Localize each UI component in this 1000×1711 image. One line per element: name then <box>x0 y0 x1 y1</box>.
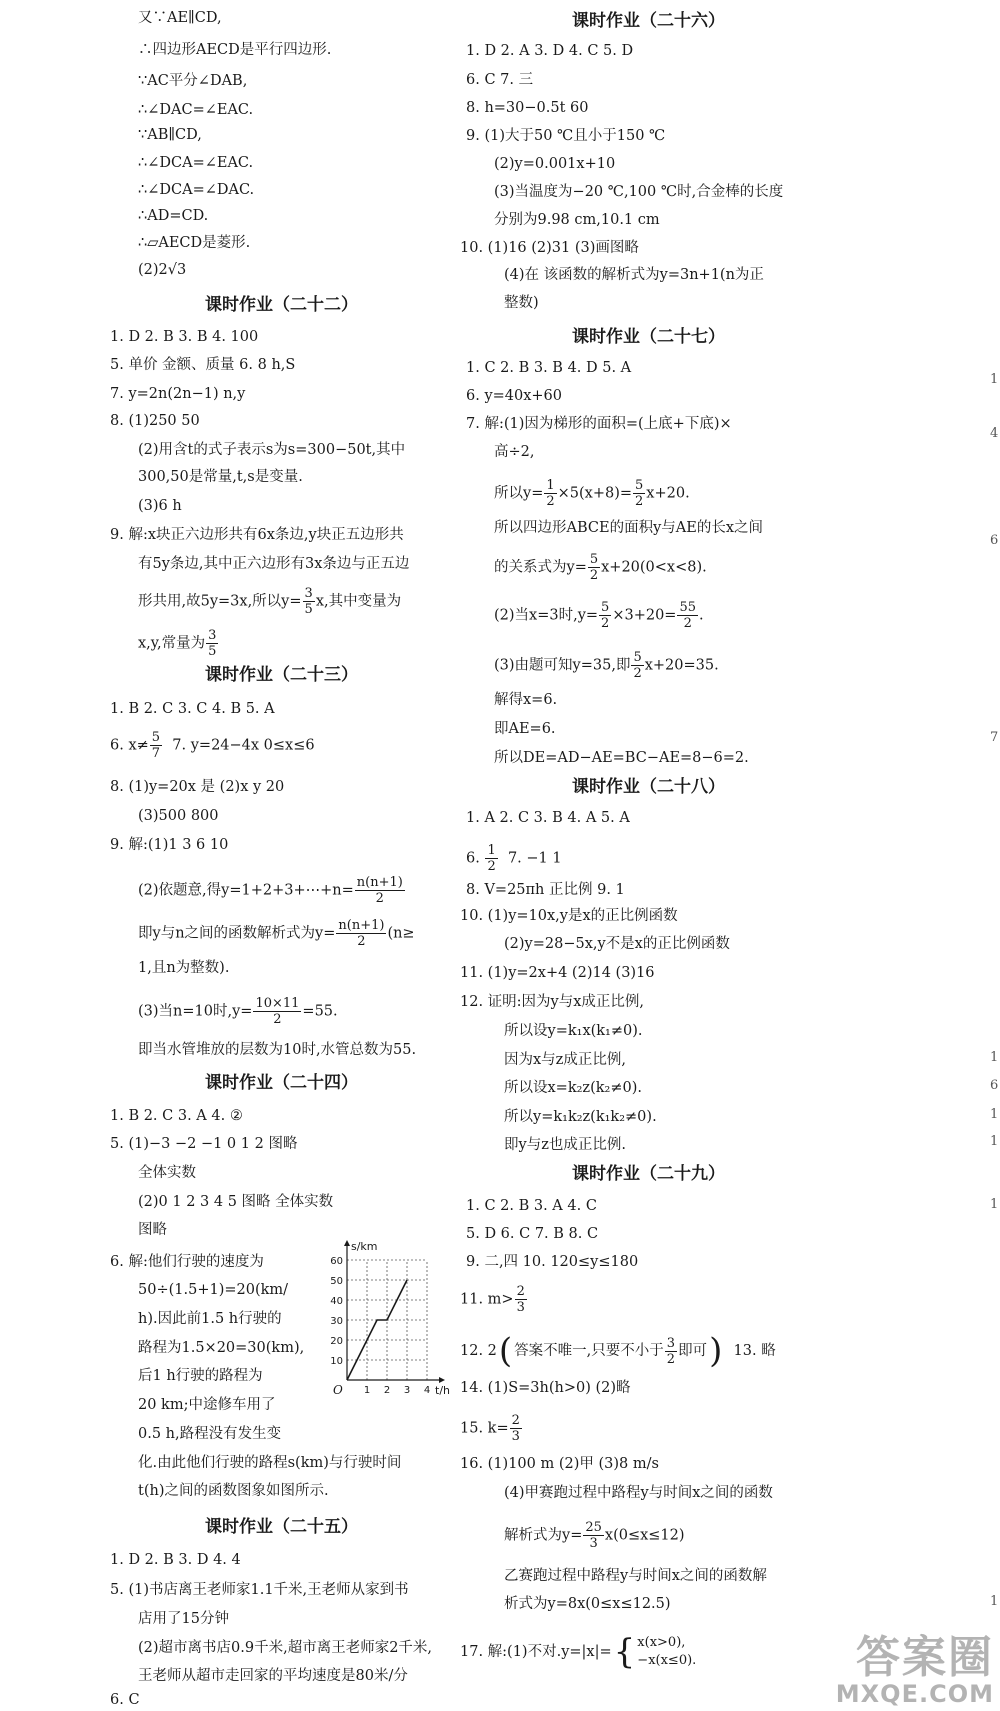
text-span: x(0≤x≤12) <box>604 1527 685 1544</box>
case-line: −x(x≤0). <box>637 1653 697 1668</box>
text-span: 7. y=24−4x 0≤x≤6 <box>172 737 315 754</box>
text-line: 8. (1)y=20x 是 (2)x y 20 <box>110 779 285 795</box>
numerator: 5 <box>633 650 642 665</box>
text-line: 8. V=25πh 正比例 9. 1 <box>466 882 625 898</box>
section-heading: 课时作业（二十二） <box>205 295 358 315</box>
fraction <box>665 1336 677 1367</box>
text-line: 12. 证明:因为y与x成正比例, <box>460 994 645 1010</box>
text-line: 因为x与z成正比例, <box>504 1052 626 1068</box>
denominator: 5 <box>304 602 313 617</box>
text-line: 10. (1)y=10x,y是x的正比例函数 <box>460 908 678 924</box>
numerator: 10×11 <box>255 996 300 1011</box>
numerator: 55 <box>679 600 696 615</box>
y-tick-label: 20 <box>330 1336 343 1347</box>
text-line: (2)0 1 2 3 4 5 图略 全体实数 <box>138 1194 334 1210</box>
text-span: 6. x≠ <box>110 737 149 754</box>
section-heading: 课时作业（二十七） <box>572 327 725 347</box>
y-tick-label: 60 <box>330 1256 343 1267</box>
numerator: 3 <box>208 628 217 643</box>
margin-mark: 1 <box>990 1134 999 1149</box>
graph-axes <box>344 1240 445 1383</box>
y-tick-label: 30 <box>330 1316 343 1327</box>
denominator: 3 <box>589 1536 598 1551</box>
fraction <box>485 843 497 874</box>
section-heading: 课时作业（二十九） <box>572 1164 725 1184</box>
text-line: 所以设y=k₁x(k₁≠0). <box>504 1023 643 1039</box>
fraction <box>599 600 611 631</box>
text-line: ∵AC平分∠DAB, <box>138 73 248 89</box>
text-line <box>138 586 401 617</box>
text-line: 0.5 h,路程没有发生变 <box>138 1426 282 1442</box>
denominator: 5 <box>208 644 217 659</box>
numerator: n(n+1) <box>356 875 403 890</box>
text-line: 所以DE=AD−AE=BC−AE=8−6=2. <box>494 750 749 766</box>
text-line: ∴四边形AECD是平行四边形. <box>138 42 332 58</box>
text-span: (3)当n=10时,y= <box>138 1003 253 1020</box>
denominator: 2 <box>375 891 384 906</box>
text-span: 解析式为y= <box>504 1527 583 1544</box>
text-line: 王老师从超市走回家的平均速度是80米/分 <box>138 1668 408 1684</box>
graph-series <box>347 1280 407 1380</box>
left-column <box>0 0 460 1711</box>
denominator: 3 <box>511 1429 520 1444</box>
text-line: (2)y=28−5x,y不是x的正比例函数 <box>504 936 730 952</box>
numerator: 2 <box>511 1413 520 1428</box>
text-line <box>460 1331 776 1371</box>
text-span: . <box>699 607 704 624</box>
text-line: 高÷2, <box>494 444 535 460</box>
text-line: 20 km;中途修车用了 <box>138 1397 276 1413</box>
text-line: (3)6 h <box>138 498 182 514</box>
numerator: 5 <box>635 478 644 493</box>
text-line: 6. C 7. 三 <box>466 72 534 88</box>
text-line <box>494 552 707 583</box>
distance-time-graph <box>325 1240 455 1410</box>
text-line: 全体实数 <box>138 1165 196 1181</box>
text-line: 9. 解:(1)1 3 6 10 <box>110 837 229 853</box>
text-span: x+20=35. <box>644 657 719 674</box>
text-line <box>460 1634 696 1670</box>
text-line: 7. y=2n(2n−1) n,y <box>110 386 246 402</box>
text-line: 6. C <box>110 1692 140 1708</box>
left-paren: ( <box>498 1331 513 1371</box>
text-span: 11. m> <box>460 1291 514 1308</box>
text-span: 15. k= <box>460 1420 509 1437</box>
text-line: ∴∠DCA=∠EAC. <box>138 155 254 171</box>
margin-mark: 1 <box>990 1197 999 1212</box>
y-tick-label: 10 <box>330 1356 343 1367</box>
y-tick-label: 40 <box>330 1296 343 1307</box>
text-line: 50÷(1.5+1)=20(km/ <box>138 1282 289 1298</box>
section-heading: 课时作业（二十六） <box>572 11 725 31</box>
text-line: h).因此前1.5 h行驶的 <box>138 1311 282 1327</box>
numerator: 1 <box>487 843 496 858</box>
text-line: 10. (1)16 (2)31 (3)画图略 <box>460 240 639 256</box>
x-tick-label: 4 <box>423 1385 431 1396</box>
fraction <box>206 628 218 659</box>
text-line: (2)超市离书店0.9千米,超市离王老师家2千米, <box>138 1640 433 1656</box>
text-line: 又∵AE∥CD, <box>138 10 222 26</box>
denominator: 2 <box>273 1012 282 1027</box>
text-line: 即当水管堆放的层数为10时,水管总数为55. <box>138 1042 417 1058</box>
numerator: 5 <box>601 600 610 615</box>
text-line: 1. D 2. B 3. B 4. 100 <box>110 329 259 345</box>
text-line: 6. 解:他们行驶的速度为 <box>110 1254 264 1270</box>
text-line <box>460 1413 523 1444</box>
text-line: 5. D 6. C 7. B 8. C <box>466 1226 599 1242</box>
margin-mark: 4 <box>990 426 999 441</box>
text-line: (2)2√3 <box>138 262 187 278</box>
x-axis-arrow <box>439 1377 445 1383</box>
text-line: t(h)之间的函数图象如图所示. <box>138 1483 329 1499</box>
fraction <box>150 730 162 761</box>
text-line: 1,且n为整数). <box>138 960 230 976</box>
watermark-logo <box>835 1632 994 1708</box>
text-line: 所以设x=k₂z(k₂≠0). <box>504 1080 642 1096</box>
numerator: 3 <box>666 1335 676 1351</box>
text-span: 即y与n之间的函数解析式为y= <box>138 925 336 942</box>
text-span: x,y,常量为 <box>138 635 206 652</box>
text-line: 整数) <box>504 295 539 311</box>
text-line: ∴∠DCA=∠DAC. <box>138 182 255 198</box>
text-span: 7. −1 1 <box>507 850 562 867</box>
text-line: 5. (1)−3 −2 −1 0 1 2 图略 <box>110 1136 298 1152</box>
fraction <box>544 478 556 509</box>
text-line: 化.由此他们行驶的路程s(km)与行驶时间 <box>138 1455 402 1471</box>
denominator: 2 <box>633 666 642 681</box>
fraction <box>631 650 643 681</box>
text-line: 8. (1)250 50 <box>110 413 200 429</box>
section-heading: 课时作业（二十三） <box>205 665 358 685</box>
text-line: 9. (1)大于50 ℃且小于150 ℃ <box>466 128 666 144</box>
fraction <box>633 478 645 509</box>
section-heading: 课时作业（二十四） <box>205 1073 358 1093</box>
text-line: 分别为9.98 cm,10.1 cm <box>494 212 660 228</box>
margin-mark: 1 <box>990 1594 999 1609</box>
fraction <box>588 552 600 583</box>
text-line: 1. C 2. B 3. A 4. C <box>466 1198 597 1214</box>
text-span: 答案不唯一,只要不小于 <box>514 1343 664 1359</box>
piecewise-cases <box>637 1634 696 1670</box>
text-line <box>494 650 719 681</box>
fraction <box>253 996 301 1027</box>
text-span: =55. <box>302 1003 338 1020</box>
watermark-url: MXQE.COM <box>835 1680 994 1708</box>
denominator: 2 <box>683 616 692 631</box>
text-span: (2)依题意,得y=1+2+3+⋯+n= <box>138 882 354 899</box>
text-line: 1. B 2. C 3. C 4. B 5. A <box>110 701 275 717</box>
text-span: 即可 <box>678 1343 708 1359</box>
text-line: 16. (1)100 m (2)甲 (3)8 m/s <box>460 1456 659 1472</box>
text-line: 解得x=6. <box>494 692 558 708</box>
text-line <box>138 996 338 1027</box>
text-span: ×5(x+8)= <box>557 485 633 502</box>
margin-mark: 1 <box>990 372 999 387</box>
text-line: 1. B 2. C 3. A 4. ② <box>110 1108 243 1124</box>
watermark-text: 答案圈 <box>856 1632 994 1683</box>
text-span: (2)当x=3时,y= <box>494 607 599 624</box>
text-span: 所以y= <box>494 485 544 502</box>
text-line: 所以四边形ABCE的面积y与AE的长x之间 <box>494 520 763 536</box>
text-line: 即AE=6. <box>494 721 556 737</box>
numerator: 1 <box>546 478 555 493</box>
text-line: ∴AD=CD. <box>138 208 209 224</box>
margin-mark: 1 <box>990 1107 999 1122</box>
y-tick-label: 50 <box>330 1276 343 1287</box>
text-line <box>466 843 562 874</box>
text-line <box>138 628 219 659</box>
denominator: 2 <box>589 568 599 583</box>
text-line: ∴▱AECD是菱形. <box>138 235 251 251</box>
text-line: (4)甲赛跑过程中路程y与时间x之间的函数 <box>504 1485 773 1501</box>
section-heading: 课时作业（二十五） <box>205 1517 358 1537</box>
text-line: 所以y=k₁k₂z(k₁k₂≠0). <box>504 1109 657 1125</box>
text-span: 12. 2 <box>460 1343 497 1359</box>
text-line: 店用了15分钟 <box>138 1611 229 1627</box>
denominator: 2 <box>666 1351 676 1367</box>
text-line <box>110 730 315 761</box>
text-line: 5. (1)书店离王老师家1.1千米,王老师从家到书 <box>110 1582 409 1598</box>
series-line <box>347 1280 407 1380</box>
text-span: 13. 略 <box>733 1343 776 1359</box>
y-axis-arrow <box>344 1240 350 1246</box>
right-paren: ) <box>709 1331 723 1371</box>
text-line: 9. 解:x块正六边形共有6x条边,y块正五边形共 <box>110 527 404 543</box>
origin-label: O <box>333 1383 343 1397</box>
text-line: 有5y条边,其中正六边形有3x条边与正五边 <box>138 556 410 572</box>
text-span: ×3+20= <box>612 607 677 624</box>
text-line <box>138 875 406 906</box>
text-line: 11. (1)y=2x+4 (2)14 (3)16 <box>460 965 655 981</box>
text-line: 8. h=30−0.5t 60 <box>466 100 589 116</box>
right-column <box>460 0 1000 1711</box>
fraction <box>355 875 405 906</box>
text-line: 1. D 2. A 3. D 4. C 5. D <box>466 43 634 59</box>
numerator: 25 <box>585 1520 602 1535</box>
text-line: 1. C 2. B 3. B 4. D 5. A <box>466 360 632 376</box>
text-span: 形共用,故5y=3x,所以y= <box>138 593 302 610</box>
graph-tick-labels <box>330 1256 430 1396</box>
text-line: 5. 单价 金额、质量 6. 8 h,S <box>110 357 296 373</box>
margin-mark: 1 <box>990 1050 999 1065</box>
text-line: 7. 解:(1)因为梯形的面积=(上底+下底)× <box>466 416 732 432</box>
margin-mark: 6 <box>990 1078 999 1093</box>
x-tick-label: 1 <box>363 1385 371 1396</box>
text-line: 6. y=40x+60 <box>466 388 563 404</box>
text-line: 即y与z也成正比例. <box>504 1137 626 1153</box>
text-span: 的关系式为y= <box>494 559 587 576</box>
text-line: 14. (1)S=3h(h>0) (2)略 <box>460 1380 631 1396</box>
numerator: 5 <box>151 730 161 745</box>
case-line: x(x>0), <box>637 1635 686 1650</box>
numerator: n(n+1) <box>338 918 385 933</box>
margin-mark: 6 <box>990 533 999 548</box>
x-axis-label: t/h <box>435 1384 450 1397</box>
text-line: (3)500 800 <box>138 808 219 824</box>
x-tick-label: 2 <box>383 1385 391 1396</box>
denominator: 2 <box>601 616 610 631</box>
text-line: ∵AB∥CD, <box>138 127 202 143</box>
text-line: (3)当温度为−20 ℃,100 ℃时,合金棒的长度 <box>494 184 784 200</box>
fraction <box>510 1413 522 1444</box>
fraction <box>515 1284 527 1315</box>
text-line: 图略 <box>138 1222 167 1238</box>
text-line: 300,50是常量,t,s是变量. <box>138 469 303 485</box>
text-line: ∴∠DAC=∠EAC. <box>138 102 254 118</box>
left-brace: { <box>613 1632 636 1672</box>
text-line <box>138 918 415 949</box>
text-line: 后1 h行驶的路程为 <box>138 1368 263 1384</box>
text-line <box>460 1284 528 1315</box>
text-line: 乙赛跑过程中路程y与时间x之间的函数解 <box>504 1568 767 1584</box>
text-line: 1. D 2. B 3. D 4. 4 <box>110 1552 241 1568</box>
text-line: (4)在 该函数的解析式为y=3n+1(n为正 <box>504 267 764 283</box>
text-line <box>494 478 690 509</box>
numerator: 5 <box>589 552 599 567</box>
text-span: (n≥ <box>387 925 415 942</box>
denominator: 2 <box>357 934 366 949</box>
text-line: 9. 二,四 10. 120≤y≤180 <box>466 1254 639 1270</box>
y-axis-label: s/km <box>351 1240 378 1253</box>
section-heading: 课时作业（二十八） <box>572 777 725 797</box>
x-tick-label: 3 <box>403 1385 411 1396</box>
fraction <box>336 918 386 949</box>
fraction <box>677 600 698 631</box>
text-line <box>494 600 704 631</box>
text-span: (3)由题可知y=35,即 <box>494 657 631 674</box>
text-line <box>504 1520 685 1551</box>
text-line: 析式为y=8x(0≤x≤12.5) <box>504 1596 671 1612</box>
text-span: 6. <box>466 850 480 867</box>
text-line: 路程为1.5×20=30(km), <box>138 1340 305 1356</box>
fraction <box>583 1520 604 1551</box>
denominator: 7 <box>151 746 161 761</box>
denominator: 2 <box>546 494 555 509</box>
text-line: (2)y=0.001x+10 <box>494 156 616 172</box>
denominator: 2 <box>635 494 644 509</box>
text-span: x+20(0<x<8). <box>601 559 707 576</box>
numerator: 2 <box>516 1284 525 1299</box>
text-span: x,其中变量为 <box>315 593 402 610</box>
denominator: 3 <box>516 1300 525 1315</box>
text-span: x+20. <box>646 485 690 502</box>
denominator: 2 <box>487 859 496 874</box>
text-span: 17. 解:(1)不对.y=|x|= <box>460 1644 612 1660</box>
text-line: (2)用含t的式子表示s为s=300−50t,其中 <box>138 442 406 458</box>
fraction <box>303 586 315 617</box>
numerator: 3 <box>304 586 313 601</box>
text-line: 1. A 2. C 3. B 4. A 5. A <box>466 810 630 826</box>
margin-mark: 7 <box>990 730 999 745</box>
